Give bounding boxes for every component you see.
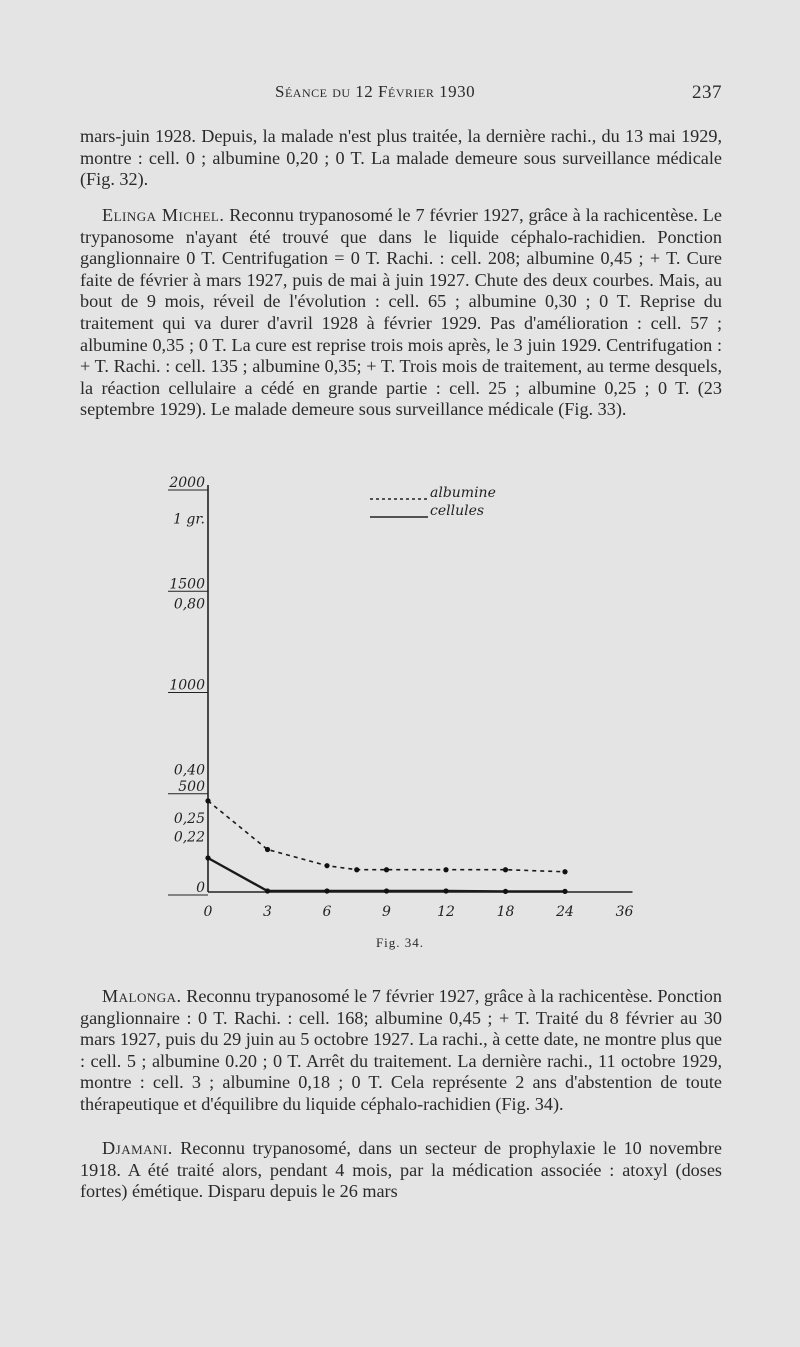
paragraph-continuation: [80, 126, 722, 191]
paragraph-djamani: [80, 1138, 722, 1203]
y-tick-label-cells: 500: [178, 778, 205, 795]
data-point-cellules: [205, 855, 210, 860]
data-point-cellules: [384, 888, 389, 893]
x-tick-label: 3: [263, 904, 272, 920]
x-tick-label: 24: [556, 904, 574, 920]
data-point-albumine: [265, 847, 270, 852]
y-tick-label-cells: 2000: [169, 475, 205, 491]
y-tick-label-albumin: 0,25: [173, 811, 205, 828]
series-line-cellules: [208, 858, 565, 891]
data-point-albumine: [503, 867, 508, 872]
paragraph-text: mars-juin 1928. Depuis, la malade n'est plus traitée, la dernière rachi., du 13 mai 1929, montre : cell. 0 ; albumine 0,20 ; 0 T. La malade demeure sous surveillance médicale (Fig. 32).: [80, 126, 722, 190]
paragraph-text: Reconnu trypanosomé, dans un secteur de prophylaxie le 10 novembre 1918. A été traité alors, pendant 4 mois, par la médication associée : atoxyl (doses fortes) émétique. Disparu depuis le 26 mars: [80, 1138, 722, 1202]
data-point-albumine: [384, 867, 389, 872]
data-point-albumine: [354, 867, 359, 872]
paragraph-malonga: [80, 986, 722, 1116]
data-point-cellules: [503, 889, 508, 894]
data-point-cellules: [324, 888, 329, 893]
running-header: [80, 82, 722, 108]
y-tick-label-albumin: 0,40: [173, 762, 205, 779]
x-tick-label: 18: [496, 904, 515, 920]
line-chart: [150, 475, 650, 925]
data-point-cellules: [443, 888, 448, 893]
paragraph-elinga: [80, 205, 722, 421]
y-tick-label-albumin: 0,22: [173, 829, 205, 846]
patient-name: Elinga Michel.: [102, 205, 225, 225]
page-number: 237: [692, 82, 722, 103]
y-tick-label-cells: 1000: [169, 677, 205, 694]
legend-entry: albumine: [430, 485, 496, 501]
y-tick-label-cells: 0: [196, 880, 205, 896]
legend-entry: cellules: [430, 503, 485, 519]
x-tick-label: 9: [382, 904, 391, 920]
paragraph-text: Reconnu trypanosomé le 7 février 1927, grâce à la rachicentèse. Ponction ganglionnaire : 0 T. Rachi. : cell. 168; albumine 0,45 ; + T. Traité du 8 février au 30 mars 1927, puis du 29 juin au 5 octobre 1927. La rachi., à cette date, ne montre plus que : cell. 5 ; albumine 0.20 ; 0 T. Arrêt du traitement. La dernière rachi., 11 octobre 1929, montre : cell. 3 ; albumine 0,18 ; 0 T. Cela représente 2 ans d'abstention de toute thérapeutique et d'équilibre du liquide céphalo-rachidien (Fig. 34).: [80, 986, 722, 1114]
data-point-albumine: [324, 863, 329, 868]
figure-34: [150, 475, 650, 925]
figure-caption: Fig. 34.: [375, 935, 425, 950]
y-tick-label-albumin: 0,80: [173, 596, 205, 613]
series-line-albumine: [208, 801, 565, 872]
data-point-albumine: [205, 798, 210, 803]
x-tick-label: 36: [615, 904, 634, 920]
x-tick-label: 0: [203, 904, 213, 920]
y-tick-label-cells: 1500: [169, 576, 205, 593]
header-title: Séance du 12 Février 1930: [275, 82, 476, 101]
x-tick-label: 6: [322, 904, 332, 920]
data-point-albumine: [562, 869, 567, 874]
y-tick-label-albumin: 1 gr.: [173, 511, 205, 528]
patient-name: Malonga.: [102, 986, 182, 1006]
x-tick-label: 12: [437, 904, 455, 920]
data-point-cellules: [562, 889, 567, 894]
data-point-albumine: [443, 867, 448, 872]
data-point-cellules: [265, 888, 270, 893]
patient-name: Djamani.: [102, 1138, 173, 1158]
paragraph-text: Reconnu trypanosomé le 7 février 1927, grâce à la rachicentèse. Le trypanosome n'ayant été trouvé que dans le liquide céphalo-rachidien. Ponction ganglionnaire 0 T. Centrifugation = 0 T. Rachi. : cell. 208; albumine 0,45 ; + T. Cure faite de février à mars 1927, puis de mai à juin 1927. Chute des deux courbes. Mais, au bout de 9 mois, réveil de l'évolution : cell. 65 ; albumine 0,30 ; 0 T. Reprise du traitement qui va durer d'avril 1928 à février 1929. Pas d'amélioration : cell. 57 ; albumine 0,35 ; 0 T. La cure est reprise trois mois après, le 3 juin 1929. Centrifugation : + T. Rachi. : cell. 135 ; albumine 0,35; + T. Trois mois de traitement, au terme desquels, la réaction cellulaire a cédé en grande partie : cell. 25 ; albumine 0,25 ; 0 T. (23 septembre 1929). Le malade demeure sous surveillance médicale (Fig. 33).: [80, 205, 722, 420]
